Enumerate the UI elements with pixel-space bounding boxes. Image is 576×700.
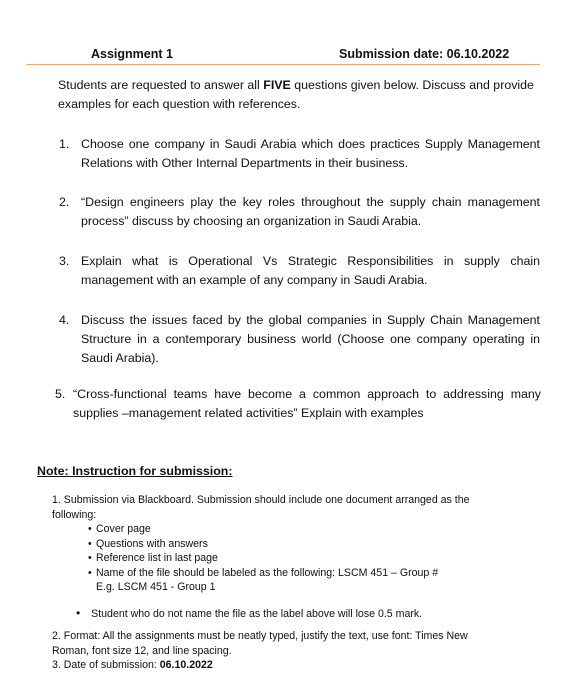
intro-prefix: Students are requested to answer all <box>58 78 264 92</box>
instruction-item-1-text: 1. Submission via Blackboard. Submission should include one document arranged as the following: <box>52 494 470 521</box>
file-requirements-list <box>88 522 488 580</box>
list-item: • Questions with answers <box>88 537 488 552</box>
question-2 <box>59 193 540 233</box>
penalty-warning-text: Student who do not name the file as the label above will lose 0.5 mark. <box>91 608 423 620</box>
question-number: 5. <box>55 387 66 401</box>
instruction-item-1 <box>52 493 492 522</box>
file-name-example: E.g. LSCM 451 - Group 1 <box>96 581 216 593</box>
question-text: Discuss the issues faced by the global companies in Supply Chain Management Structure in a contemporary business world (Choose one company operating in Saudi Arabia). <box>81 313 540 365</box>
question-text: Choose one company in Saudi Arabia which does practices Supply Management Relations with Other Internal Departments in their business. <box>81 137 540 170</box>
question-3 <box>59 252 540 292</box>
intro-emphasis: FIVE <box>263 78 291 92</box>
instruction-item-3-text: 3. Date of submission: <box>52 659 160 671</box>
assignment-title: Assignment 1 <box>91 47 173 61</box>
list-item: • Reference list in last page <box>88 551 488 566</box>
question-number: 3. <box>59 254 70 268</box>
instruction-item-3 <box>52 658 213 673</box>
list-item: • Name of the file should be labeled as the following: LSCM 451 – Group # <box>88 566 488 581</box>
penalty-warning <box>76 606 422 622</box>
list-item: • Cover page <box>88 522 488 537</box>
question-text: “Cross-functional teams have become a common approach to addressing many supplies –management related activities” Explain with examples <box>73 387 541 420</box>
submission-note-title: Note: Instruction for submission: <box>37 464 233 478</box>
instruction-item-2-text: 2. Format: All the assignments must be neatly typed, justify the text, use font: Times New Roman, font size 12, and line spacing. <box>52 630 468 657</box>
question-number: 4. <box>59 313 70 327</box>
submission-date-value: 06.10.2022 <box>159 659 213 671</box>
question-number: 1. <box>59 137 70 151</box>
intro-paragraph <box>58 76 548 114</box>
intro-suffix: questions given below. Discuss and provide examples for each question with references. <box>58 78 534 111</box>
question-4 <box>59 311 540 371</box>
question-text: Explain what is Operational Vs Strategic Responsibilities in supply chain management with an example of any company in Saudi Arabia. <box>81 254 540 287</box>
question-1 <box>59 135 540 175</box>
bullet-icon: • <box>76 606 81 620</box>
question-5 <box>55 385 541 425</box>
header-divider <box>26 64 540 65</box>
question-text: “Design engineers play the key roles throughout the supply chain management process” discuss by choosing an organization in Saudi Arabia. <box>81 195 540 228</box>
question-number: 2. <box>59 195 70 209</box>
instruction-item-2 <box>52 629 500 658</box>
submission-date: Submission date: 06.10.2022 <box>339 47 510 61</box>
